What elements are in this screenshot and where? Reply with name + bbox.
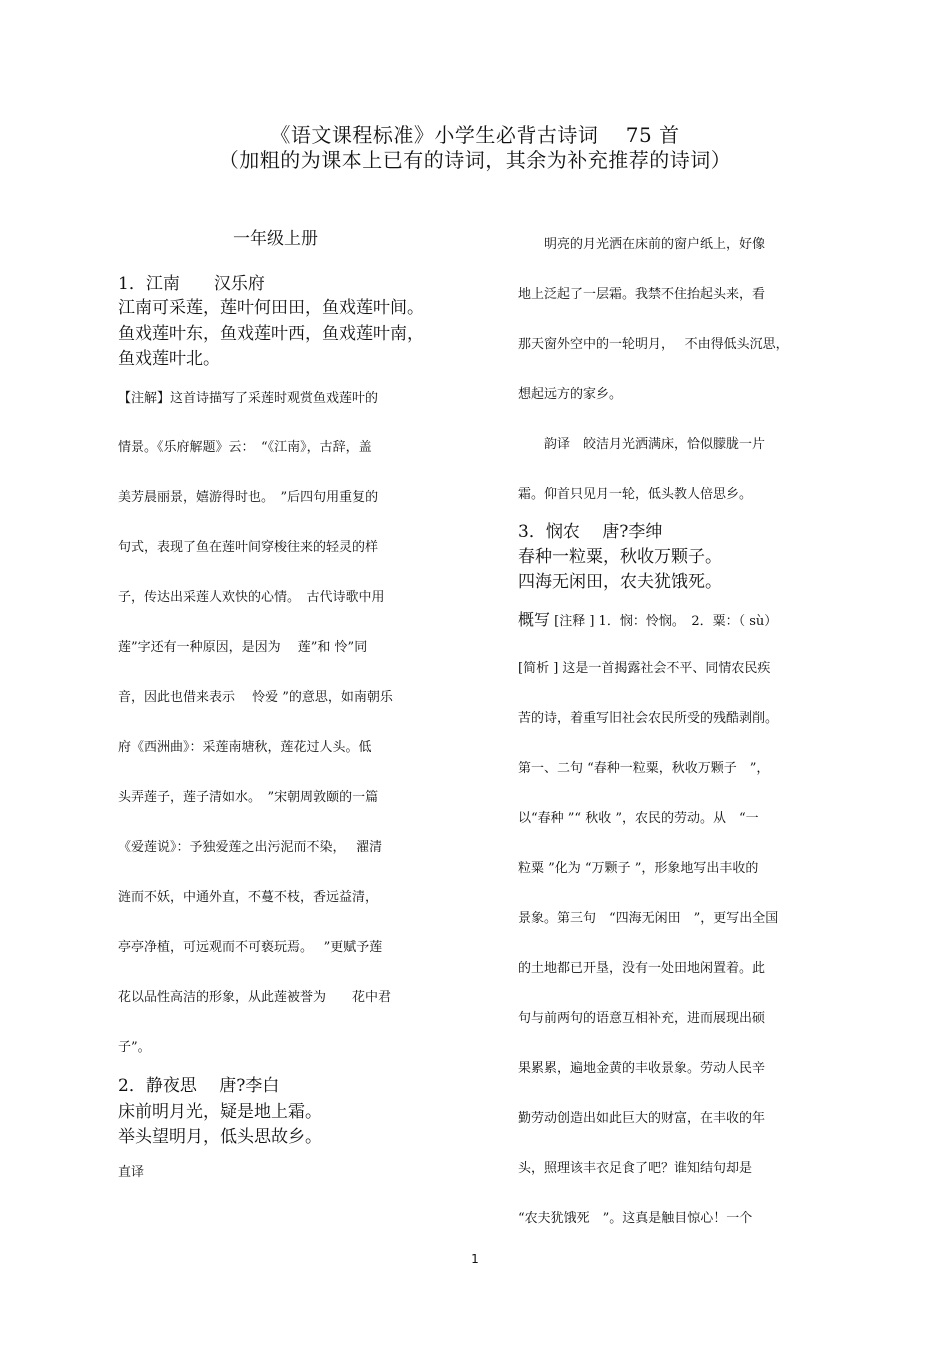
note-summary-label: 概写 bbox=[518, 610, 551, 629]
note-line: 府《西洲曲》：采莲南塘秋，莲花过人头。低 bbox=[118, 740, 372, 755]
note-line: 音，因此也借来表示 怜爱 ”的意思，如南朝乐 bbox=[118, 690, 393, 705]
poem-heading: 3．悯农 唐?李绅 bbox=[518, 522, 663, 542]
note-line: 涟而不妖，中通外直，不蔓不枝，香远益清， bbox=[118, 890, 379, 905]
note-line: 勤劳动创造出如此巨大的财富，在丰收的年 bbox=[518, 1111, 766, 1126]
translation-line: 明亮的月光洒在床前的窗户纸上，好像 bbox=[518, 237, 766, 252]
note-line: 【注解】这首诗描写了采莲时观赏鱼戏莲叶的 bbox=[118, 391, 379, 406]
poem-line: 举头望明月，低头思故乡。 bbox=[118, 1127, 322, 1147]
note-line: 的土地都已开垦，没有一处田地闲置着。此 bbox=[518, 961, 766, 976]
poem-line: 鱼戏莲叶北。 bbox=[118, 349, 220, 369]
note-annotation-text: [注释 ] 1．悯：怜悯。 2．粟：（ sù） bbox=[550, 614, 778, 629]
note-line: 果累累，遍地金黄的丰收景象。劳动人民辛 bbox=[518, 1061, 766, 1076]
note-line: 句与前两句的语意互相补充，进而展现出硕 bbox=[518, 1011, 766, 1026]
note-line: 以“春种 ”“ 秋收 ”，农民的劳动。从 “一 bbox=[518, 811, 759, 826]
poem-line: 床前明月光，疑是地上霜。 bbox=[118, 1102, 322, 1122]
note-line: 苦的诗，着重写旧社会农民所受的残酷剥削。 bbox=[518, 711, 779, 726]
note-line: 第一、二句 “春种一粒粟，秋收万颗子 ”， bbox=[518, 761, 770, 776]
note-line: 莲”字还有一种原因，是因为 莲”和 怜”同 bbox=[118, 640, 368, 655]
note-line: 景象。第三句 “四海无闲田 ”，更写出全国 bbox=[518, 911, 779, 926]
note-line: 头弄莲子，莲子清如水。 ”宋朝周敦颐的一篇 bbox=[118, 790, 379, 805]
poem-line: 鱼戏莲叶东，鱼戏莲叶西，鱼戏莲叶南， bbox=[118, 324, 424, 344]
translation-line: 韵译 皎洁月光洒满床，恰似朦胧一片 bbox=[518, 437, 766, 452]
note-line: 子”。 bbox=[118, 1040, 151, 1055]
note-line: 头，照理该丰衣足食了吧？谁知结句却是 bbox=[518, 1161, 753, 1176]
note-line: 句式，表现了鱼在莲叶间穿梭往来的轻灵的样 bbox=[118, 540, 379, 555]
translation-line: 想起远方的家乡。 bbox=[518, 387, 623, 402]
translation-line: 霜。仰首只见月一轮，低头教人倍思乡。 bbox=[518, 487, 753, 502]
note-line: 情景。《乐府解题》云： “《江南》，古辞，盖 bbox=[118, 440, 372, 455]
grade-heading: 一年级上册 bbox=[233, 229, 318, 249]
translation-label: 直译 bbox=[118, 1165, 145, 1180]
note-line: 《爱莲说》：予独爱莲之出污泥而不染， 濯清 bbox=[118, 840, 383, 855]
poem-heading: 1．江南 汉乐府 bbox=[118, 274, 265, 294]
poem-line: 春种一粒粟，秋收万颗子。 bbox=[518, 547, 722, 567]
translation-line: 那天窗外空中的一轮明月， 不由得低头沉思， bbox=[518, 337, 789, 352]
note-line: 美芳晨丽景，嬉游得时也。 ”后四句用重复的 bbox=[118, 490, 379, 505]
page-number: 1 bbox=[471, 1252, 479, 1266]
note-line: 亭亭净植，可远观而不可亵玩焉。 ”更赋予莲 bbox=[118, 940, 383, 955]
note-line: 粒粟 ”化为 “万颗子 ”，形象地写出丰收的 bbox=[518, 861, 759, 876]
document-subtitle: （加粗的为课本上已有的诗词，其余为补充推荐的诗词） bbox=[218, 148, 732, 172]
note-line: “农夫犹饿死 ”。这真是触目惊心！一个 bbox=[518, 1211, 753, 1226]
poem-heading: 2．静夜思 唐?李白 bbox=[118, 1076, 280, 1096]
note-heading-line bbox=[518, 610, 777, 632]
note-line: [简析 ] 这是一首揭露社会不平、同情农民疾 bbox=[518, 661, 771, 676]
document-title: 《语文课程标准》小学生必背古诗词 75 首 bbox=[270, 123, 680, 147]
note-line: 花以品性高洁的形象，从此莲被誉为 花中君 bbox=[118, 990, 392, 1005]
note-line: 子，传达出采莲人欢快的心情。 古代诗歌中用 bbox=[118, 590, 385, 605]
poem-line: 四海无闲田，农夫犹饿死。 bbox=[518, 572, 722, 592]
poem-line: 江南可采莲，莲叶何田田，鱼戏莲叶间。 bbox=[118, 298, 424, 318]
translation-line: 地上泛起了一层霜。我禁不住抬起头来，看 bbox=[518, 287, 766, 302]
